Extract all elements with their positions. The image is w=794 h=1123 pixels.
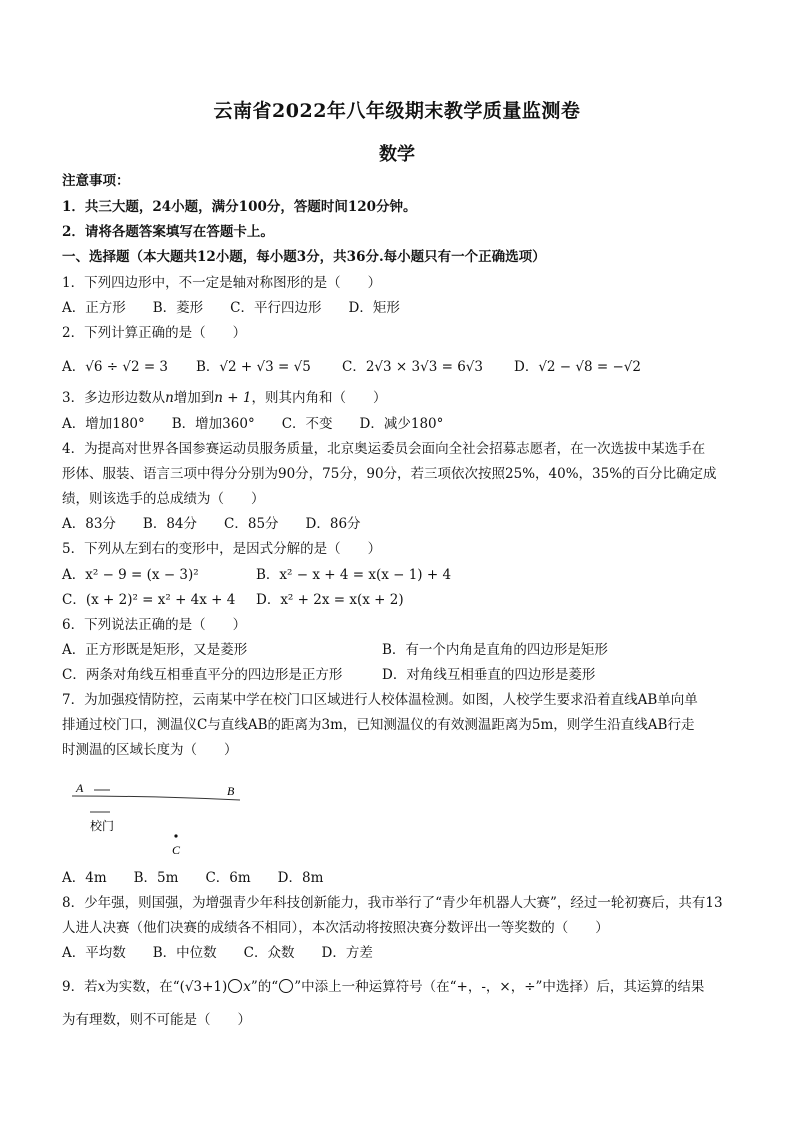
section-heading-choice: 一、选择题（本大题共12小题，每小题3分，共36分.每小题只有一个正确选项） <box>62 249 546 265</box>
q3-n-plus-1: n + 1 <box>214 390 252 406</box>
notes-item-2: 2．请将各题答案填写在答题卡上。 <box>62 224 274 240</box>
line-ab <box>72 796 240 800</box>
notes-heading: 注意事项： <box>62 173 130 189</box>
point-c-label: C <box>172 843 181 857</box>
operator-circle-icon-2 <box>279 979 293 993</box>
q9-expr-x: x <box>243 979 251 995</box>
q3-stem <box>62 389 386 407</box>
q6-stem: 6．下列说法正确的是（ ） <box>62 617 247 633</box>
q7-line-1: 7．为加强疫情防控，云南某中学在校门口区域进行人校体温检测。如图，人校学生要求沿着直线AB单向单 <box>62 692 698 708</box>
q2-option-b <box>196 358 311 376</box>
q3-stem-pre: 3．多边形边数从 <box>62 390 166 406</box>
q8-line-2: 人进人决赛（他们决赛的成绩各不相同），本次活动将按照决赛分数评出一等奖数的（ ） <box>62 920 609 936</box>
q4-line-3: 绩，则该选手的总成绩为（ ） <box>62 491 265 507</box>
q8-options: A．平均数 B．中位数 C．众数 D．方差 <box>62 945 373 961</box>
q2-stem: 2．下列计算正确的是（ ） <box>62 325 247 341</box>
q8-line-1: 8．少年强，则国强，为增强青少年科技创新能力，我市举行了“青少年机器人大赛”，经过一轮初赛后，共有13 <box>62 895 723 911</box>
q9-line-1 <box>62 978 704 996</box>
q2-option-b-label: B． <box>196 359 220 375</box>
q7-line-3: 时测温的区域长度为（ ） <box>62 742 238 758</box>
q2-option-a-label: A． <box>62 359 86 375</box>
q7-figure <box>70 774 250 864</box>
q2-option-d-expr: √2 − √8 = −√2 <box>538 359 642 375</box>
q2-option-d-label: D． <box>514 359 539 375</box>
q1-options: A．正方形 B．菱形 C．平行四边形 D．矩形 <box>62 300 400 316</box>
q2-option-a <box>62 358 168 376</box>
q6-option-c: C．两条对角线互相垂直平分的四边形是正方形 <box>62 667 343 683</box>
q9-mid-1: 为实数，在“ <box>105 979 180 995</box>
point-c <box>174 834 177 837</box>
q6-option-b: B．有一个内角是直角的四边形是矩形 <box>382 642 608 658</box>
q1-stem: 1．下列四边形中，不一定是轴对称图形的是（ ） <box>62 275 382 291</box>
q2-option-d <box>514 358 641 376</box>
q4-line-1: 4．为提高对世界各国参赛运动员服务质量，北京奥运委员会面向全社会招募志愿者，在一次选拔中某选手在 <box>62 441 706 457</box>
q9-expr: (√3+1) <box>179 979 228 995</box>
point-a-label: A <box>76 781 84 795</box>
exam-title: 云南省2022年八年级期末教学质量监测卷 <box>213 100 581 122</box>
q2-option-a-expr: √6 ÷ √2 = 3 <box>85 359 169 375</box>
q5-stem: 5．下列从左到右的变形中，是因式分解的是（ ） <box>62 541 382 557</box>
q5-option-d: D．x² + 2x = x(x + 2) <box>256 592 404 608</box>
q7-options: A．4m B．5m C．6m D．8m <box>62 870 324 886</box>
q2-option-c-label: C． <box>342 359 366 375</box>
q9-mid-3: ”中添上一种运算符号（在“+，-，×，÷”中选择）后，其运算的结果 <box>294 979 705 995</box>
q2-option-b-expr: √2 + √3 = √5 <box>219 359 311 375</box>
point-b-label: B <box>227 784 235 798</box>
q2-option-c <box>342 358 483 376</box>
notes-item-1: 1．共三大题，24小题，满分100分，答题时间120分钟。 <box>62 199 417 215</box>
operator-circle-icon <box>228 979 242 993</box>
q9-pre: 9．若 <box>62 979 98 995</box>
gate-label: 校门 <box>90 819 115 833</box>
q3-stem-mid: 增加到 <box>173 390 215 406</box>
q4-line-2: 形体、服装、语言三项中得分分别为90分，75分，90分，若三项依次按照25%，40%，35%的百分比确定成 <box>62 466 717 482</box>
q2-option-c-expr: 2√3 × 3√3 = 6√3 <box>365 359 483 375</box>
q9-mid-2: ”的“ <box>250 979 279 995</box>
q9-line-2: 为有理数，则不可能是（ ） <box>62 1012 251 1028</box>
q5-option-c: C．(x + 2)² = x² + 4x + 4 <box>62 592 236 608</box>
q3-stem-post: ，则其内角和（ ） <box>251 390 387 406</box>
q5-option-b: B．x² − x + 4 = x(x − 1) + 4 <box>256 567 452 583</box>
q6-option-d: D．对角线互相垂直的四边形是菱形 <box>382 667 596 683</box>
q7-line-2: 排通过校门口，测温仪C与直线AB的距离为3m，已知测温仪的有效测温距离为5m，则学生沿直线AB行走 <box>62 717 695 733</box>
q6-option-a: A．正方形既是矩形，又是菱形 <box>62 642 248 658</box>
subject-title: 数学 <box>379 144 415 165</box>
q4-options: A．83分 B．84分 C．85分 D．86分 <box>62 516 361 532</box>
q3-n: n <box>165 390 174 406</box>
q9-x: x <box>97 979 106 995</box>
q5-option-a: A．x² − 9 = (x − 3)² <box>62 567 199 583</box>
q3-options: A．增加180° B．增加360° C．不变 D．减少180° <box>62 416 444 432</box>
